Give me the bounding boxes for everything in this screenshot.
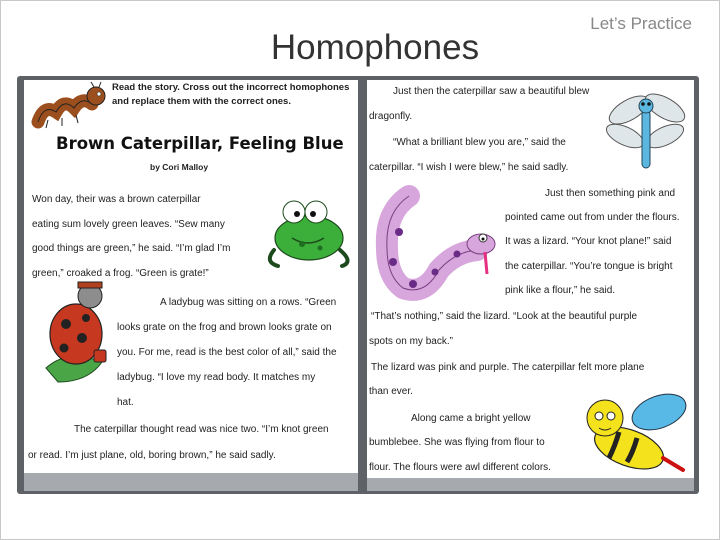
dragonfly-icon xyxy=(603,86,689,172)
story-title: Brown Caterpillar, Feeling Blue xyxy=(56,134,344,153)
story-line: the caterpillar. “You’re tongue is bright xyxy=(505,261,673,272)
story-line: Along came a bright yellow xyxy=(411,413,531,424)
story-line: dragonfly. xyxy=(369,111,413,122)
story-line: you. For me, read is the best color of all,” said the xyxy=(117,347,337,358)
story-line: hat. xyxy=(117,397,134,408)
story-line: It was a lizard. “Your knot plane!” said xyxy=(505,236,672,247)
instruction-line-1: Read the story. Cross out the incorrect homophones xyxy=(112,82,350,93)
story-line: ladybug. “I love my read body. It matches my xyxy=(117,372,316,383)
lizard-icon xyxy=(369,192,499,302)
story-line: flour. The flours were awl different colors. xyxy=(369,462,551,473)
corner-label: Let’s Practice xyxy=(590,14,692,33)
left-gray-strip xyxy=(24,473,358,491)
worksheet-page-left xyxy=(24,80,358,473)
story-line: pointed came out from under the flours. xyxy=(505,212,680,223)
story-line: eating sum lovely green leaves. “Sew many xyxy=(32,219,225,230)
story-line: than ever. xyxy=(369,386,413,397)
story-line: The caterpillar thought read was nice two. “I’m knot green xyxy=(74,424,329,435)
story-line: looks grate on the frog and brown looks grate on xyxy=(117,322,332,333)
story-line: Just then the caterpillar saw a beautiful blew xyxy=(393,86,590,97)
story-line: or read. I’m just plane, old, boring brown,” he said sadly. xyxy=(28,450,276,461)
worksheet-page-right xyxy=(367,80,694,478)
story-line: caterpillar. “I wish I were blew,” he said sadly. xyxy=(369,162,569,173)
ladybug-icon xyxy=(38,278,118,390)
story-line: spots on my back.” xyxy=(369,336,453,347)
right-gray-strip xyxy=(367,478,694,491)
caterpillar-icon xyxy=(34,82,106,130)
story-line: “What a brilliant blew you are,” said the xyxy=(393,137,566,148)
slide-title: Homophones xyxy=(270,28,480,67)
story-line: “That’s nothing,” said the lizard. “Look at the beautiful purple xyxy=(371,311,638,322)
frog-icon xyxy=(264,198,354,270)
story-line: A ladybug was sitting on a rows. “Green xyxy=(160,297,337,308)
story-line: Won day, their was a brown caterpillar xyxy=(32,194,201,205)
story-line: good things are green,” he said. “I’m glad I’m xyxy=(32,243,231,254)
story-line: Just then something pink and xyxy=(545,188,676,199)
story-line: green,” croaked a frog. “Green is grate!” xyxy=(32,268,209,279)
story-line: pink like a flour,” he said. xyxy=(505,285,616,296)
story-line: bumblebee. She was flying from flour to xyxy=(369,437,545,448)
instruction-line-2: and replace them with the correct ones. xyxy=(112,96,291,107)
story-byline: by Cori Malloy xyxy=(150,162,209,172)
story-line: The lizard was pink and purple. The caterpillar felt more plane xyxy=(371,362,645,373)
bee-icon xyxy=(579,378,691,474)
